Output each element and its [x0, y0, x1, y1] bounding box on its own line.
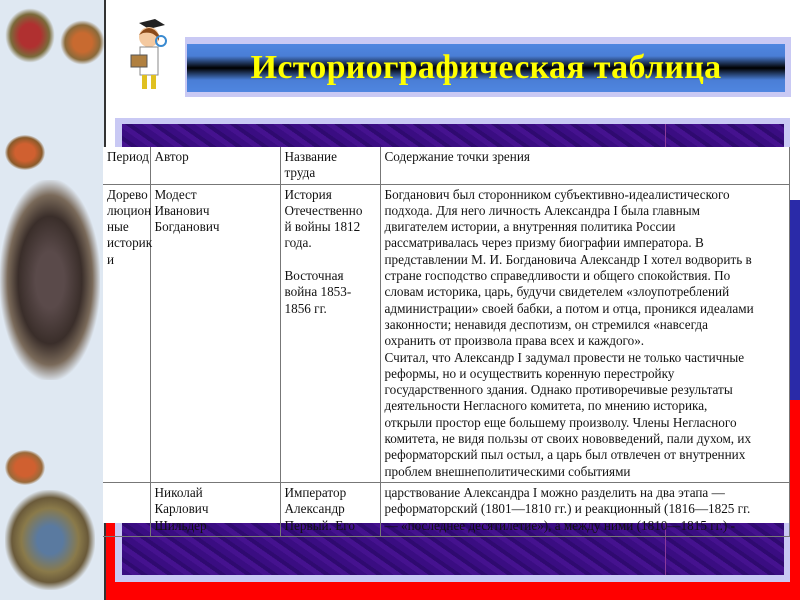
cell-period	[103, 482, 150, 536]
double-headed-eagle-icon	[0, 180, 100, 380]
historiography-table	[103, 147, 790, 533]
cell-author: Модест Иванович Богданович	[150, 184, 280, 482]
table-row	[103, 482, 790, 536]
cell-content: Богданович был сторонником субъективно-идеалистического подхода. Для него личность Александра I была главным двигателем истории, а внутренняя политика России рассматривалась через призму биографии императора. В представлении М. И. Богдановича Александр I хотел водворить в стране господство справедливости и общего спокойствия. По словам историка, царь, будучи свидетелем «злоупотреблений администрации» своей бабки, а потом и отца, проникся идеалами законности; ненавидя деспотизм, он стремился «навсегда охранить от произвола права всех и каждого». Считал, что Александр I задумал провести не только частичные реформы, но и осуществить коренную перестройку государственного здания. Однако противоречивые результаты деятельности Негласного комитета, по мнению историка, открыли простор еще большему произволу. Члены Негласного комитета, не видя пользы от своих нововведений, пали духом, их реформаторский пыл остыл, а царь был отвлечен от внутренних проблем внешнеполитическими событиями	[380, 184, 790, 482]
order-star-ornament	[5, 8, 55, 63]
crown-ornament	[5, 135, 45, 170]
cell-work: История Отечественно й войны 1812 года. Восточная война 1853- 1856 гг.	[280, 184, 380, 482]
crown-ornament	[5, 450, 45, 485]
cell-period: Дорево люцион ные историк и	[103, 184, 150, 482]
cell-content: царствование Александра I можно разделить на два этапа — реформаторский (1801—1810 гг.) и реакционный (1816—1825 гг. — «последнее десятилетие»), а между ними (1810—1815 гг.) -	[380, 482, 790, 536]
double-headed-eagle-icon	[5, 490, 95, 590]
title-bar	[187, 44, 785, 92]
cell-author: Николай Карлович Шильдер	[150, 482, 280, 536]
cell-work: Император Александр Первый. Его	[280, 482, 380, 536]
decorative-ornament-strip	[0, 0, 106, 600]
student-mascot-icon	[125, 15, 173, 95]
order-star-ornament	[60, 20, 105, 65]
slide-title: Историографическая таблица	[250, 49, 722, 86]
table-header-row	[103, 147, 790, 184]
header-period: Период	[103, 147, 150, 184]
header-author: Автор	[150, 147, 280, 184]
header-work: Название труда	[280, 147, 380, 184]
table-row	[103, 184, 790, 482]
header-content: Содержание точки зрения	[380, 147, 790, 184]
